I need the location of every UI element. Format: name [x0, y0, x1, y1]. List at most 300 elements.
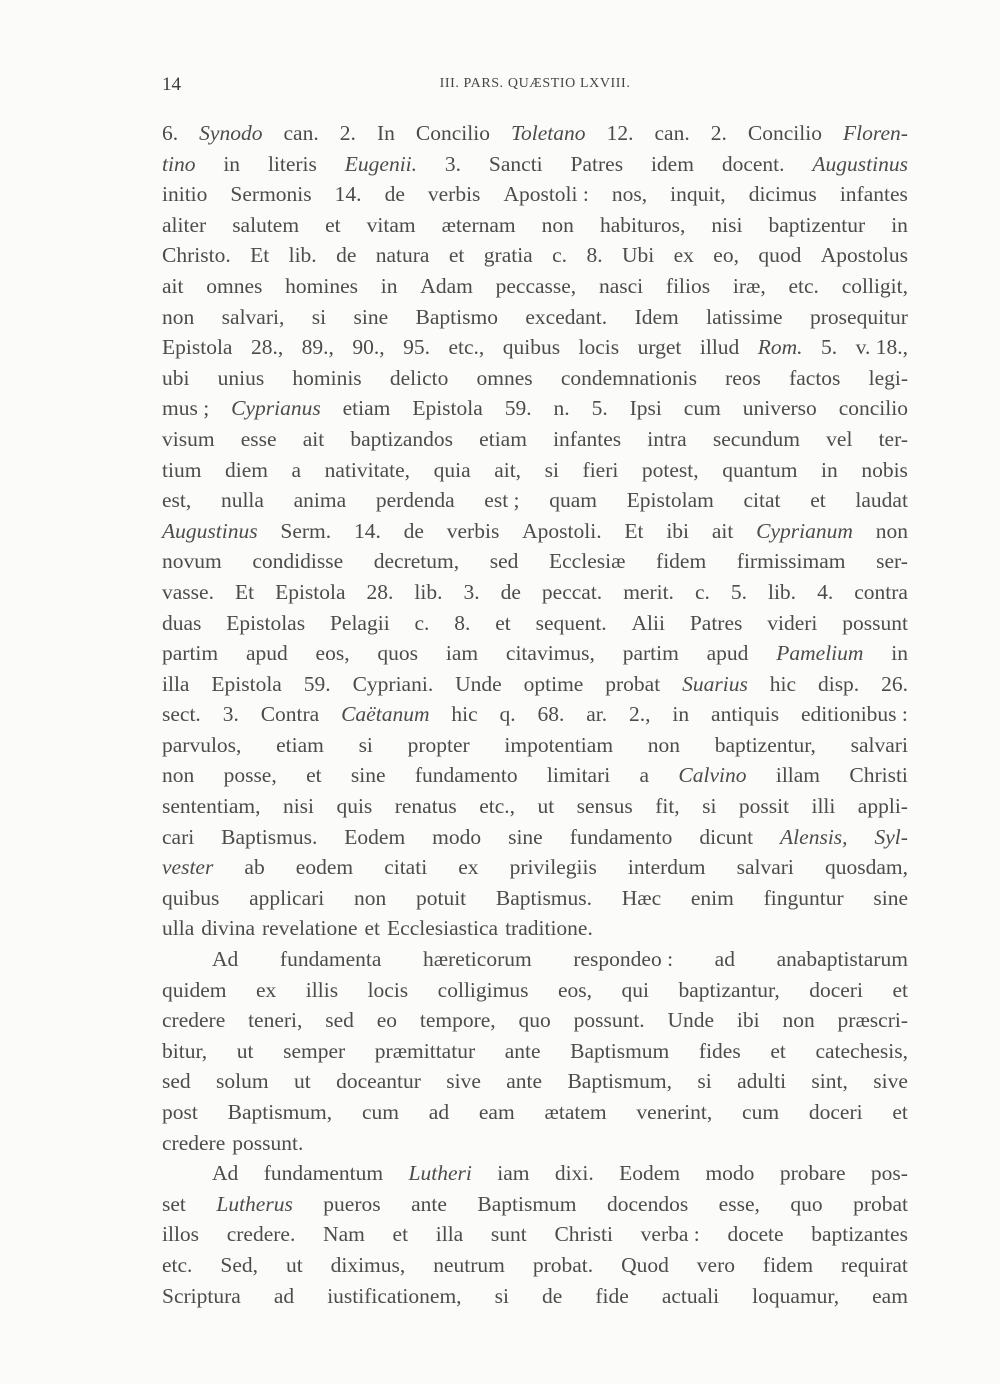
word: a — [291, 457, 302, 482]
word: Baptismus. — [221, 824, 318, 849]
word: et — [810, 488, 826, 513]
word: optime — [523, 671, 584, 696]
word: citat — [743, 488, 781, 513]
running-head — [162, 74, 908, 98]
word: doceri — [808, 1100, 863, 1124]
italic-word: Augustinus — [162, 518, 258, 543]
word: fide — [595, 1283, 629, 1308]
word: ait, — [494, 457, 522, 482]
word: Christo. — [162, 243, 231, 268]
text-line — [162, 852, 908, 883]
text-line — [162, 1281, 908, 1312]
word: illud — [699, 335, 740, 360]
word: illa — [435, 1222, 464, 1247]
word: eam — [872, 1283, 908, 1308]
word: Apostolus — [820, 243, 908, 268]
word: omnes — [476, 365, 533, 390]
word: Ad — [212, 947, 239, 972]
word: sine — [508, 824, 543, 849]
word: literis — [267, 151, 317, 176]
word: ar. — [586, 702, 608, 727]
word: revelatione — [262, 916, 358, 941]
word: apud — [706, 641, 749, 666]
word: etc., — [479, 794, 516, 819]
word: nisi — [711, 212, 743, 237]
word: et — [364, 916, 381, 941]
word: 6. — [162, 121, 179, 145]
word: verbis — [446, 518, 500, 543]
word: Sancti — [488, 151, 543, 176]
word: et — [325, 212, 341, 237]
word: peccasse, — [495, 273, 577, 298]
word: infantes — [839, 182, 908, 207]
word: possit — [738, 794, 790, 819]
word: Epistola — [211, 671, 282, 696]
word: In — [376, 121, 395, 145]
word: fundamento — [414, 763, 518, 788]
word: post — [162, 1100, 198, 1124]
word: Ipsi — [629, 396, 662, 421]
word: anima — [293, 488, 347, 513]
word: fundamenta — [279, 947, 382, 972]
word: sine — [350, 763, 386, 788]
word: ab — [244, 855, 265, 880]
word: delicto — [389, 365, 449, 390]
word: colligimus — [437, 977, 529, 1002]
word: Unde — [455, 671, 502, 696]
word: editionibus : — [801, 702, 908, 727]
word: vasse. — [162, 579, 214, 604]
word: eo, — [713, 243, 739, 268]
word: Ecclesiastica — [387, 916, 499, 941]
word: Et — [234, 579, 255, 604]
word: ante — [506, 1069, 543, 1094]
word: cum — [361, 1100, 399, 1124]
text-line — [162, 332, 908, 363]
word: hæreticorum — [423, 947, 532, 972]
word: potuit — [415, 885, 467, 910]
word: idem — [650, 151, 694, 176]
word: c. — [414, 610, 430, 635]
word: docendos — [607, 1191, 689, 1216]
word: dicimus — [748, 182, 817, 207]
word: non — [875, 518, 908, 543]
word: sine — [873, 885, 908, 910]
word: quantum — [722, 457, 798, 482]
word: 59. — [303, 671, 331, 696]
word: ut — [294, 1069, 311, 1094]
word: esse, — [718, 1191, 760, 1216]
word: cari — [162, 824, 195, 849]
word: iam — [445, 641, 479, 666]
word: impotentiam — [504, 732, 614, 757]
word: quosdam, — [824, 855, 908, 880]
word: Idem — [634, 304, 679, 329]
word: citati — [384, 855, 428, 880]
text-line — [162, 1036, 908, 1067]
word: habituros, — [599, 212, 686, 237]
word: probare — [779, 1161, 846, 1186]
text-line — [162, 271, 908, 302]
text-line — [162, 149, 908, 180]
word: si — [311, 304, 327, 329]
word: Pelagii — [329, 610, 390, 635]
text-line — [162, 302, 908, 333]
word: Alii — [631, 610, 665, 635]
word: Et — [250, 243, 270, 268]
italic-word: Lutherus — [216, 1191, 293, 1216]
word: contra — [854, 579, 908, 604]
word: 12. — [606, 121, 634, 145]
word: eos, — [315, 641, 350, 666]
text-line — [162, 363, 908, 394]
italic-word: Calvino — [678, 763, 747, 788]
word: etc., — [448, 335, 485, 360]
word: Eodem — [344, 824, 406, 849]
word: Eodem — [619, 1161, 681, 1186]
text-line — [162, 455, 908, 486]
word: sive — [873, 1069, 908, 1094]
word: vero — [696, 1252, 735, 1277]
word: requirat — [841, 1252, 908, 1277]
word: firmissimam — [736, 549, 846, 574]
word: æternam — [441, 212, 516, 237]
word: possunt — [842, 610, 908, 635]
word: v. 18., — [855, 335, 908, 360]
word: quibus — [502, 335, 561, 360]
word: ut — [236, 1038, 254, 1063]
word: intra — [647, 426, 687, 451]
word: interdum — [627, 855, 706, 880]
word: etc. — [162, 1252, 193, 1277]
word: ibi — [736, 1008, 760, 1033]
word: 90., — [352, 335, 385, 360]
word: Baptismum — [570, 1038, 670, 1063]
word: sive — [446, 1069, 481, 1094]
word: semper — [283, 1038, 346, 1063]
word: nos, — [611, 182, 648, 207]
word: infantes — [553, 426, 622, 451]
word: condidisse — [252, 549, 344, 574]
word: de — [403, 518, 424, 543]
word: Cypriani. — [352, 671, 434, 696]
word: 5. — [821, 335, 838, 360]
word: disp. — [817, 671, 860, 696]
word: et — [892, 977, 908, 1002]
word: fides — [698, 1038, 741, 1063]
word: teneri, — [248, 1008, 303, 1033]
word: docent. — [721, 151, 785, 176]
word: ante — [504, 1038, 541, 1063]
word: sententiam, — [162, 794, 261, 819]
word: de — [500, 579, 521, 604]
text-line — [162, 240, 908, 271]
word: de — [541, 1283, 563, 1308]
word: nativitate, — [324, 457, 411, 482]
word: legi- — [868, 365, 908, 390]
text-line — [162, 1189, 908, 1220]
italic-word: tino — [162, 151, 196, 176]
word: urget — [637, 335, 682, 360]
word: ait — [162, 273, 184, 298]
word: hic — [769, 671, 797, 696]
word: prosequitur — [810, 304, 908, 329]
word: aliter — [162, 212, 207, 237]
text-line — [162, 118, 908, 149]
word: etiam — [479, 426, 527, 451]
word: 3. — [463, 579, 480, 604]
word: Epistola — [412, 396, 483, 421]
word: sed — [162, 1069, 191, 1094]
word: verbis — [427, 182, 481, 207]
word: non — [782, 1008, 815, 1033]
text-line — [162, 1250, 908, 1281]
word: in — [672, 702, 690, 727]
word: ait — [711, 518, 734, 543]
word: et — [448, 243, 465, 268]
word: ad — [273, 1283, 295, 1308]
word: quo — [518, 1008, 551, 1033]
word: antiquis — [711, 702, 780, 727]
word: lib. — [288, 243, 317, 268]
word: probat — [605, 671, 661, 696]
italic-word: Eugenii. — [344, 151, 418, 176]
word: ætatem — [544, 1100, 607, 1124]
word: Patres — [570, 151, 624, 176]
word: quis — [336, 794, 373, 819]
word: 14. — [334, 182, 362, 207]
text-line — [162, 760, 908, 791]
word: nisi — [282, 794, 315, 819]
word: pos- — [870, 1161, 908, 1186]
word: decretum, — [373, 549, 460, 574]
word: eam — [478, 1100, 515, 1124]
word: baptizantur, — [678, 977, 780, 1002]
word: possunt. — [232, 1130, 304, 1155]
text-line — [162, 516, 908, 547]
word: set — [162, 1191, 186, 1216]
word: ex — [256, 977, 277, 1002]
word: baptizantes — [811, 1222, 908, 1247]
word: n. — [553, 396, 570, 421]
text-line — [162, 546, 908, 577]
word: 5. — [591, 396, 608, 421]
word: Baptismum, — [567, 1069, 672, 1094]
word: vel — [826, 426, 853, 451]
italic-word: Synodo — [199, 121, 263, 145]
italic-word: Syl- — [874, 824, 908, 849]
word: si — [544, 457, 559, 482]
text-line — [162, 424, 908, 455]
text-line — [162, 577, 908, 608]
word: nobis — [861, 457, 908, 482]
word: perdenda — [375, 488, 455, 513]
word: nasci — [598, 273, 644, 298]
word: etc. — [788, 273, 819, 298]
word: est, — [162, 488, 192, 513]
word: Concilio — [415, 121, 490, 145]
word: 8. — [586, 243, 603, 268]
text-line — [162, 485, 908, 516]
word: applicari — [249, 885, 325, 910]
word: mus ; — [162, 396, 210, 421]
word: Epistolam — [626, 488, 714, 513]
word: initio — [162, 182, 208, 207]
italic-word: Rom. — [757, 335, 803, 360]
word: omnes — [206, 273, 263, 298]
word: Apostoli. — [522, 518, 602, 543]
word: modo — [705, 1161, 755, 1186]
word: anabaptistarum — [776, 947, 908, 972]
word: et — [770, 1038, 786, 1063]
word: actuali — [661, 1283, 720, 1308]
word: baptizentur — [768, 212, 866, 237]
word: illam — [775, 763, 821, 788]
word: in — [223, 151, 241, 176]
text-line — [162, 1097, 908, 1128]
word: ex — [673, 243, 694, 268]
italic-word: Lutheri — [408, 1161, 472, 1186]
word: in — [891, 641, 908, 666]
word: fit, — [655, 794, 680, 819]
word: Christi — [554, 1222, 613, 1247]
word: lib. — [767, 579, 797, 604]
word: solum — [216, 1069, 269, 1094]
word: Christi — [849, 763, 908, 788]
word: visum — [162, 426, 215, 451]
word: doceri — [809, 977, 863, 1002]
word: iustificationem, — [327, 1283, 462, 1308]
word: pueros — [323, 1191, 381, 1216]
word: iam — [497, 1161, 530, 1186]
word: 26. — [881, 671, 908, 696]
word: factos — [789, 365, 841, 390]
word: Epistola — [162, 335, 233, 360]
italic-word: vester — [162, 855, 214, 880]
word: novum — [162, 549, 222, 574]
word: fidem — [762, 1252, 814, 1277]
word: appli- — [857, 794, 908, 819]
word: bitur, — [162, 1038, 208, 1063]
text-line — [162, 913, 908, 944]
word: Serm. — [280, 518, 332, 543]
word: quam — [549, 488, 597, 513]
word: sunt — [490, 1222, 527, 1247]
word: propter — [407, 732, 470, 757]
word: enim — [690, 885, 734, 910]
word: Ad — [212, 1161, 239, 1186]
word: 2. — [710, 121, 727, 145]
word: Hæc — [621, 885, 662, 910]
word: a — [639, 763, 650, 788]
word: ad — [428, 1100, 450, 1124]
word: si — [697, 1069, 712, 1094]
word: ut — [285, 1252, 303, 1277]
word: potest, — [641, 457, 699, 482]
word: etiam — [342, 396, 391, 421]
text-line — [162, 730, 908, 761]
word: non — [647, 732, 680, 757]
word: sed — [325, 1008, 354, 1033]
word: neutrum — [433, 1252, 505, 1277]
word: latissime — [706, 304, 783, 329]
word: ad — [714, 947, 735, 972]
text-line — [162, 608, 908, 639]
word: duas — [162, 610, 202, 635]
word: cum — [742, 1100, 780, 1124]
word: quo — [790, 1191, 823, 1216]
word: et — [892, 1100, 908, 1124]
word: in — [891, 212, 908, 237]
word: Baptismum, — [227, 1100, 333, 1124]
text-line — [162, 393, 908, 424]
word: quod — [758, 243, 802, 268]
word: excedant. — [525, 304, 608, 329]
word: loquamur, — [752, 1283, 840, 1308]
word: in — [821, 457, 838, 482]
word: vitam — [366, 212, 416, 237]
word: salutem — [232, 212, 300, 237]
word: Baptismo — [415, 304, 498, 329]
word: parvulos, — [162, 732, 242, 757]
word: ulla — [162, 916, 195, 941]
word: baptizandos — [350, 426, 454, 451]
word: eo — [376, 1008, 398, 1033]
word: Epistolas — [226, 610, 306, 635]
word: præmittatur — [374, 1038, 476, 1063]
word: docete — [727, 1222, 784, 1247]
word: laudat — [855, 488, 908, 513]
text-line — [162, 699, 908, 730]
word: Unde — [667, 1008, 715, 1033]
word: esse — [240, 426, 277, 451]
word: illi — [811, 794, 836, 819]
running-title: III. PARS. QUÆSTIO LXVIII. — [439, 76, 631, 91]
word: credere. — [226, 1222, 296, 1247]
word: limitari — [546, 763, 611, 788]
word: inquit, — [670, 182, 726, 207]
word: si — [358, 732, 373, 757]
word: universo — [742, 396, 817, 421]
italic-word: Cyprianum — [756, 518, 853, 543]
word: fundamentum — [263, 1161, 384, 1186]
word: Contra — [260, 702, 320, 727]
word: respondeo : — [573, 947, 674, 972]
word: illos — [162, 1222, 200, 1247]
text-line — [162, 1066, 908, 1097]
word: Quod — [621, 1252, 669, 1277]
word: salvari — [736, 855, 794, 880]
word: sine — [353, 304, 389, 329]
word: can. — [654, 121, 690, 145]
word: dicunt — [699, 824, 754, 849]
word: tium — [162, 457, 202, 482]
text-line — [162, 638, 908, 669]
italic-word: Toletano — [511, 121, 586, 145]
word: Nam — [323, 1222, 365, 1247]
word: citavimus, — [505, 641, 595, 666]
text-line — [162, 791, 908, 822]
word: dixi. — [554, 1161, 594, 1186]
page-number: 14 — [162, 74, 181, 95]
word: diem — [224, 457, 268, 482]
italic-word: Pamelium — [776, 641, 864, 666]
word: probat — [853, 1191, 908, 1216]
word: fundamento — [569, 824, 673, 849]
word: diximus, — [330, 1252, 406, 1277]
word: 4. — [817, 579, 834, 604]
word: salvari — [850, 732, 908, 757]
